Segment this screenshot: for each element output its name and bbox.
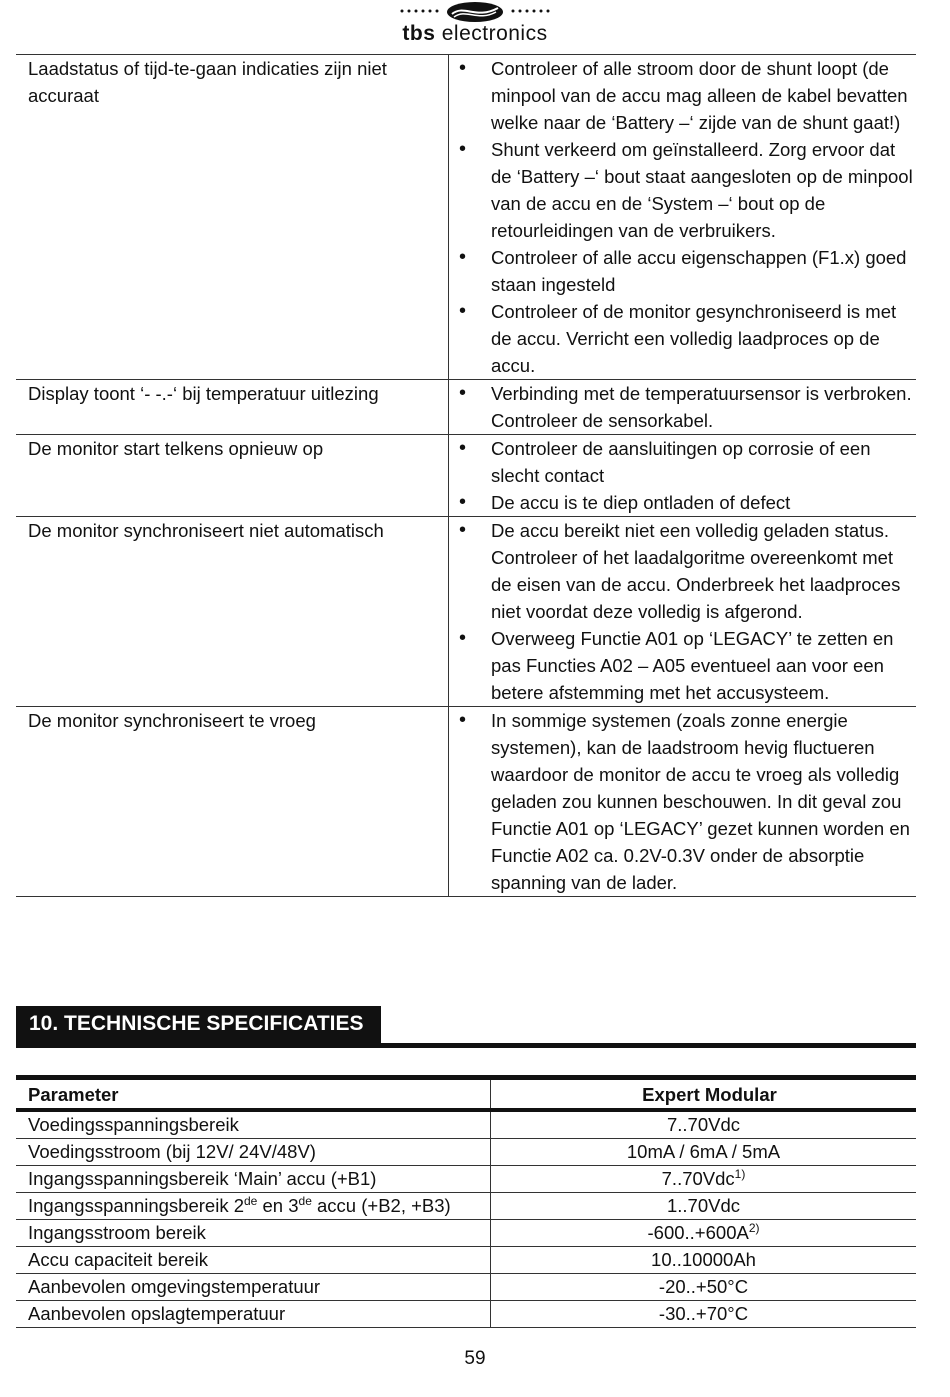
brand-name: tbs electronics <box>402 22 548 45</box>
table-row <box>16 707 916 897</box>
spec-value: 7..70Vdc <box>491 1110 917 1139</box>
spec-parameter: Voedingsstroom (bij 12V/ 24V/48V) <box>16 1139 491 1166</box>
issue-cell: De monitor synchroniseert niet automatisch <box>16 517 449 707</box>
spec-value: $-600..+600A^{2)}$ <box>491 1220 917 1247</box>
section-rule <box>16 1043 916 1048</box>
spec-value: 1..70Vdc <box>491 1193 917 1220</box>
fix-list <box>459 517 916 706</box>
spec-header-row <box>16 1078 916 1111</box>
issue-cell: De monitor synchroniseert te vroeg <box>16 707 449 897</box>
list-item: • In sommige systemen (zoals zonne energie systemen), kan de laadstroom hevig fluctueren waardoor de monitor de accu te vroeg als volledig geladen zou kunnen beschouwen. In dit geval zou Functie A01 op ‘LEGACY’ gezet kunnen worden en Functie A02 ca. 0.2V-0.3V onder de absorptie spanning van de lader. <box>459 707 916 896</box>
section-title: 10. TECHNISCHE SPECIFICATIES <box>29 1012 364 1035</box>
spec-parameter: Ingangsstroom bereik <box>16 1220 491 1247</box>
issue-cell: Laadstatus of tijd-te-gaan indicaties zijn niet accuraat <box>16 55 449 380</box>
spec-value: -30..+70°C <box>491 1301 917 1328</box>
fix-list <box>459 435 916 516</box>
list-item: • Verbinding met de temperatuursensor is verbroken. Controleer de sensorkabel. <box>459 380 916 434</box>
list-item: • Controleer de aansluitingen op corrosie of een slecht contact <box>459 435 916 489</box>
fix-cell <box>449 55 917 380</box>
table-row <box>16 1110 916 1139</box>
spec-table <box>16 1075 916 1328</box>
spec-value: -20..+50°C <box>491 1274 917 1301</box>
issue-cell: Display toont ‘- -.-‘ bij temperatuur uitlezing <box>16 380 449 435</box>
table-row <box>16 1274 916 1301</box>
section-title-bar <box>16 1006 381 1044</box>
page-number: 59 <box>464 1348 486 1369</box>
table-row <box>16 1247 916 1274</box>
spec-parameter: Aanbevolen opslagtemperatuur <box>16 1301 491 1328</box>
table-row <box>16 1193 916 1220</box>
fix-cell <box>449 707 917 897</box>
spec-parameter: Voedingsspanningsbereik <box>16 1110 491 1139</box>
list-item: • De accu is te diep ontladen of defect <box>459 489 916 516</box>
troubleshooting-table <box>16 54 916 897</box>
table-row <box>16 380 916 435</box>
table-row <box>16 435 916 517</box>
list-item: • Controleer of de monitor gesynchroniseerd is met de accu. Verricht een volledig laadproces op de accu. <box>459 298 916 379</box>
list-item: • Overweeg Functie A01 op ‘LEGACY’ te zetten en pas Functies A02 – A05 eventueel aan voor een betere afstemming met het accusysteem. <box>459 625 916 706</box>
issue-cell: De monitor start telkens opnieuw op <box>16 435 449 517</box>
table-row <box>16 55 916 380</box>
fix-cell <box>449 517 917 707</box>
section-heading <box>16 1006 916 1048</box>
brand-header <box>0 0 950 54</box>
list-item: • De accu bereikt niet een volledig geladen status. Controleer of het laadalgoritme overeenkomt met de eisen van de accu. Onderbreek het laadproces niet voordat deze volledig is afgerond. <box>459 517 916 625</box>
spec-header-parameter: Parameter <box>16 1078 491 1111</box>
spec-value: 7..70Vdc$^{1)}$ <box>491 1166 917 1193</box>
spec-parameter: Ingangsspanningsbereik ‘Main’ accu (+B1) <box>16 1166 491 1193</box>
list-item: • Shunt verkeerd om geïnstalleerd. Zorg ervoor dat de ‘Battery –‘ bout staat aangesloten op de minpool van de accu en de ‘System –‘ bout op de retourleidingen van de verbruikers. <box>459 136 916 244</box>
spec-value: 10mA / 6mA / 5mA <box>491 1139 917 1166</box>
spec-parameter: Accu capaciteit bereik <box>16 1247 491 1274</box>
table-row <box>16 1220 916 1247</box>
list-item: • Controleer of alle accu eigenschappen (F1.x) goed staan ingesteld <box>459 244 916 298</box>
fix-cell <box>449 380 917 435</box>
fix-list <box>459 707 916 896</box>
table-row <box>16 517 916 707</box>
table-row <box>16 1301 916 1328</box>
fix-list <box>459 55 916 379</box>
table-row <box>16 1139 916 1166</box>
spec-parameter: Ingangsspanningsbereik 2de en 3de accu (+B2, +B3) <box>16 1193 491 1220</box>
list-item: • Controleer of alle stroom door de shunt loopt (de minpool van de accu mag alleen de kabel bevatten welke naar de ‘Battery –‘ zijde van de shunt gaat!) <box>459 55 916 136</box>
spec-parameter: Aanbevolen omgevingstemperatuur <box>16 1274 491 1301</box>
fix-list <box>459 380 916 434</box>
fix-cell <box>449 435 917 517</box>
spec-value: 10..10000Ah <box>491 1247 917 1274</box>
spec-header-value: Expert Modular <box>491 1078 917 1111</box>
table-row <box>16 1166 916 1193</box>
